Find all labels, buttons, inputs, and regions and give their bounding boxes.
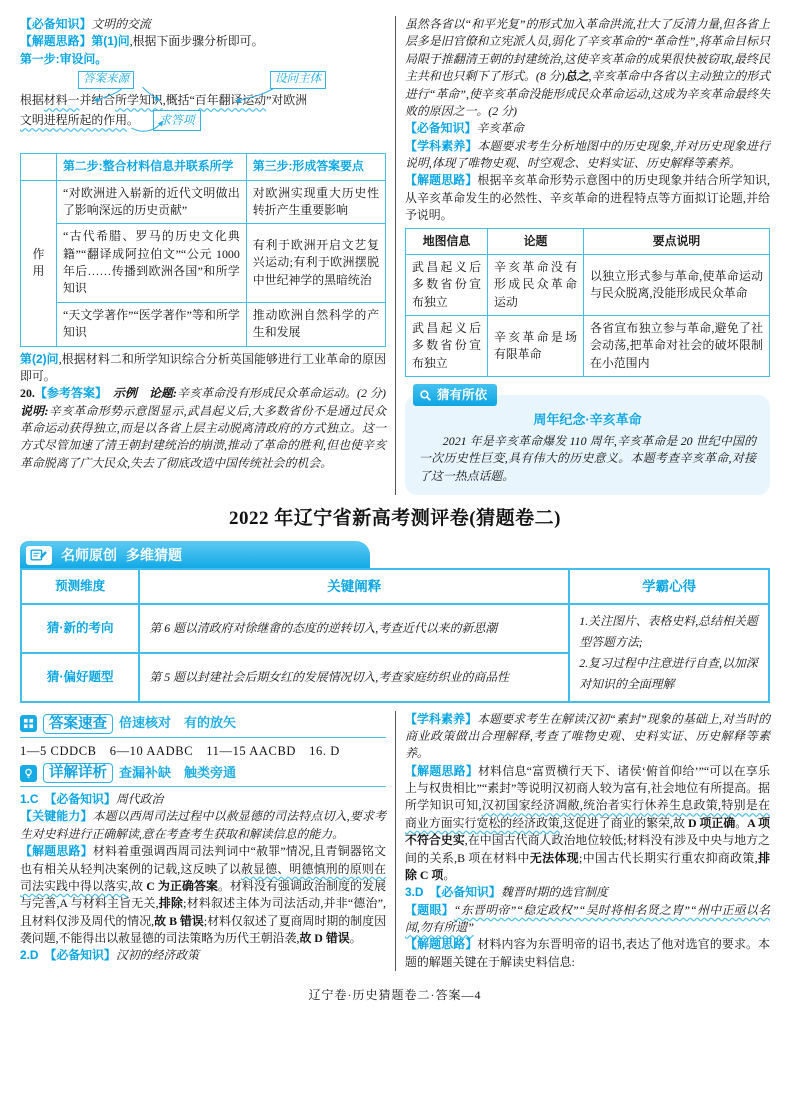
- study-tips-cell: [569, 604, 769, 701]
- analysis-steps-table: [20, 153, 386, 346]
- key-ability-line: 【关键能力】本题以西周司法过程中以赦显德的司法特点切入,要求考生对史料进行正确解读,意在考查考生获取和解读信息的能力。: [20, 809, 386, 841]
- q1-line: 1.C 【必备知识】周代政治: [20, 792, 164, 807]
- answer-20-continued: 虽然各省以“和平光复”的形式加入革命洪流,壮大了反清力量,但各省上层多是旧官僚和立宪派人员,弱化了辛亥革命的“革命性”,将革命目标只局限于推翻清王朝的封建统治,这使辛亥革命的成果很快被窃取,最终民主共和也只剩下了形式。(8 分)总之,辛亥革命中各省以主动独立的形式进行“革命”,使辛亥革命没能形成民众革命运动,这成为辛亥革命最终失败的原因之一。(2 分): [405, 17, 770, 118]
- banner-tab1: 名师原创: [61, 546, 117, 563]
- section-label: 【解题思路】: [405, 937, 478, 952]
- bottom-left-column: [20, 711, 395, 972]
- answer-key-line: 1—5 CDDCB 6—10 AADBC 11—15 AACBD 16. D: [20, 743, 340, 758]
- prediction-table: [20, 568, 770, 703]
- grid-icon: [20, 715, 37, 732]
- prediction-banner: [20, 541, 370, 568]
- table-header: 关键阐释: [139, 569, 569, 605]
- q2-method-line: 【解题思路】材料信息“富贾横行天下、诸侯‘俯首仰给’”“可以在享乐上与权贵相比”“素封”等说明汉初商人较为富有,社会地位有所提高。据所学知识可知,汉初国家经济凋敝,统治者实行休养生息政策,特别是在商业方面实行宽松的经济政策,这促进了商业的繁荣,故 D 项正确。A 项不符合史实,在中国古代商人政治地位较低;材料没有涉及中央与地方之间的关系,B 项在材料中无法体现;中国古代长期实行重农抑商政策,排除 C 项。: [405, 763, 770, 882]
- q2-line: 2.D 【必备知识】汉初的经济政策: [20, 948, 200, 963]
- question-eye-line: 【题眼】“东晋明帝”“稳定政权”“吴时将相名贤之胄”“州中正亟以名闻,勿有所遗”: [405, 902, 770, 935]
- page-root: [20, 16, 770, 1005]
- table-cell: “古代希腊、罗马的历史文化典籍”“翻译成阿拉伯文”“公元 1000 年后……传播到欧洲各国”和所学知识: [57, 224, 247, 303]
- knowledge-line: 【必备知识】文明的交流: [20, 17, 151, 31]
- section-label: 【学科素养】: [405, 711, 478, 726]
- quick-answers-slogan: 倍速核对 有的放矢: [119, 715, 237, 731]
- table-cell: 武昌起义后多数省份宣布独立: [406, 316, 488, 377]
- bottom-right-column: [395, 711, 770, 972]
- edit-document-icon: [26, 546, 52, 565]
- table-header: 学霸心得: [569, 569, 769, 605]
- top-left-column: [20, 16, 395, 495]
- paper-title: 2022 年辽宁省新高考测评卷(猜题卷二): [229, 508, 561, 530]
- section-label: 【必备知识】: [50, 948, 116, 963]
- table-corner-cell: [21, 154, 57, 180]
- detailed-analysis-title: 详解详析: [43, 763, 113, 783]
- prediction-desc: 第 6 题以清政府对徐继畬的态度的逆转切入,考查近代以来的新思潮: [139, 604, 569, 653]
- section-label: 【解题思路】: [405, 173, 478, 188]
- section-label: 【关键能力】: [20, 809, 93, 824]
- map-topic-table: [405, 228, 770, 378]
- table-header: 预测维度: [21, 569, 139, 605]
- guess-basis-badge: 猜有所依: [413, 384, 497, 406]
- quick-answers-header: [20, 714, 386, 738]
- guess-panel-text: 2021 年是辛亥革命爆发 110 周年,辛亥革命是 20 世纪中国的一次历史性巨变,具有伟大的历史意义。本题考查辛亥革命,对接了这一热点话题。: [419, 434, 756, 483]
- study-tip: 1.关注图片、表格史料,总结相关题型答题方法;: [579, 614, 758, 650]
- method-line: 【解题思路】第(1)问,根据下面步骤分析即可。: [20, 34, 264, 49]
- section-label: 【必备知识】: [50, 792, 116, 807]
- knowledge-line: 【必备知识】辛亥革命: [405, 121, 524, 136]
- section-label: 【题眼】: [405, 902, 454, 917]
- answer-target-tag: 求答项: [153, 110, 201, 131]
- table-rowhead: 作用: [21, 180, 57, 346]
- section-label: 【必备知识】: [435, 885, 501, 900]
- table-cell: 各省宣布独立参与革命,避免了社会动荡,把革命对社会的破坏限制在小范围内: [584, 316, 770, 377]
- question-text: 根据材料一并结合所学知识,概括“百年翻译运动”对欧洲 文明进程所起的作用。 求答项: [20, 91, 386, 131]
- table-cell: 推动欧洲自然科学的产生和发展: [246, 302, 385, 346]
- step1-line: 第一步:审设问。: [20, 51, 108, 66]
- guess-panel-title: 周年纪念·辛亥革命: [533, 412, 642, 428]
- section-label: 【学科素养】: [405, 138, 478, 153]
- table-cell: 辛亥革命没有形成民众革命运动: [488, 254, 584, 315]
- top-right-column: [395, 16, 770, 495]
- table-header: 论题: [488, 228, 584, 254]
- section-label: 【解题思路】: [405, 763, 479, 778]
- q1-method-line: 【解题思路】材料着重强调西周司法判词中“赦罪”情况,且青铜器铭文也有相关从轻判决案例的记载,这反映了以赦显德、明德慎刑的原则在司法实践中得以落实,故 C 为正确答案。材料没有强调政治制度的发展与完善,A 与材料主旨无关,排除;材料叙述主体为司法活动,并非“德治”,且材料仅涉及周代的情况,故 B 错误;材料仅叙述了夏商周时期的制度因袭问题,不能得出以赦显德的司法策略为历代王朝沿袭,故 D 错误。: [20, 844, 386, 946]
- detailed-analysis-header: [20, 763, 386, 787]
- prediction-dimension: 猜·新的考向: [21, 604, 139, 653]
- section-label: 【解题思路】: [20, 844, 93, 859]
- question2-note: 第(2)问,根据材料二和所学知识综合分析英国能够进行工业革命的原因即可。: [20, 351, 386, 383]
- method-line: 【解题思路】根据辛亥革命形势示意图中的历史现象并结合所学知识,从辛亥革命发生的必然性、辛亥革命的进程特点等方面拟订论题,并给予说明。: [405, 173, 770, 223]
- middle-section: [20, 505, 770, 702]
- answer-20: 20.【参考答案】 示例 论题:辛亥革命没有形成民众革命运动。(2 分)说明:辛亥革命形势示意图显示,武昌起义后,大多数省份不是通过民众革命运动获得独立,而是以各省上层主动脱离清政府的方式独立。这一方式尽管加速了清王朝封建统治的崩溃,推动了革命的胜利,但也使辛亥革命脱离了广大民众,失去了彻底改造中国传统社会的机会。: [20, 386, 386, 470]
- section-label: 【参考答案】: [34, 386, 102, 401]
- competency-line: 【学科素养】本题要求考生分析地图中的历史现象,并对历史现象进行说明,体现了唯物史观、时空观念、史料实证、历史解释等素养。: [405, 138, 770, 170]
- page-footer: 辽宁卷·历史猜题卷二·答案—4: [308, 988, 482, 1003]
- table-header: 地图信息: [406, 228, 488, 254]
- section-label: 【必备知识】: [405, 121, 477, 136]
- table-cell: 对欧洲实现重大历史性转折产生重要影响: [246, 180, 385, 224]
- bulb-icon: [20, 765, 37, 782]
- top-section: [20, 16, 770, 495]
- q3-method-line: 【解题思路】材料内容为东晋明帝的诏书,表达了他对选官的要求。本题的解题关键在于解读史料信息:: [405, 937, 770, 969]
- table-cell: 武昌起义后多数省份宣布独立: [406, 254, 488, 315]
- table-cell: 以独立形式参与革命,使革命运动与民众脱离,没能形成民众革命: [584, 254, 770, 315]
- table-header-step2: 第二步:整合材料信息并联系所学: [57, 154, 247, 180]
- annotation-boxes: [20, 71, 386, 91]
- section-label: 【必备知识】: [20, 17, 92, 31]
- search-icon: [419, 389, 432, 402]
- table-cell: 有利于欧洲开启文艺复兴运动;有利于欧洲摆脱中世纪神学的黑暗统治: [246, 224, 385, 303]
- section-label: 【解题思路】: [20, 34, 92, 49]
- prediction-dimension: 猜·偏好题型: [21, 653, 139, 702]
- quick-answers-title: 答案速查: [43, 714, 113, 734]
- question-subject-tag: 设问主体: [270, 71, 326, 89]
- table-cell: “对欧洲进入崭新的近代文明做出了影响深远的历史贡献”: [57, 180, 247, 224]
- competency-line: 【学科素养】本题要求考生在解读汉初“素封”现象的基础上,对当时的商业政策做出合理解释,考查了唯物史观、史料实证、历史解释等素养。: [405, 711, 770, 761]
- table-header: 要点说明: [584, 228, 770, 254]
- answer-source-tag: 答案来源: [78, 71, 134, 89]
- banner-tab2: 多维猜题: [126, 546, 182, 563]
- guess-basis-panel: [405, 388, 770, 495]
- table-cell: “天文学著作”“医学著作”等和所学知识: [57, 302, 247, 346]
- annotated-question: [20, 71, 386, 147]
- table-cell: 辛亥革命是场有限革命: [488, 316, 584, 377]
- study-tip: 2.复习过程中注意进行自查,以加深对知识的全面理解: [579, 655, 758, 691]
- bottom-section: [20, 711, 770, 972]
- prediction-desc: 第 5 题以封建社会后期女红的发展情况切入,考查家庭纺织业的商品性: [139, 653, 569, 702]
- table-header-step3: 第三步:形成答案要点: [246, 154, 385, 180]
- q3-line: 3.D 【必备知识】魏晋时期的选官制度: [405, 885, 608, 900]
- detailed-analysis-slogan: 查漏补缺 触类旁通: [119, 764, 237, 780]
